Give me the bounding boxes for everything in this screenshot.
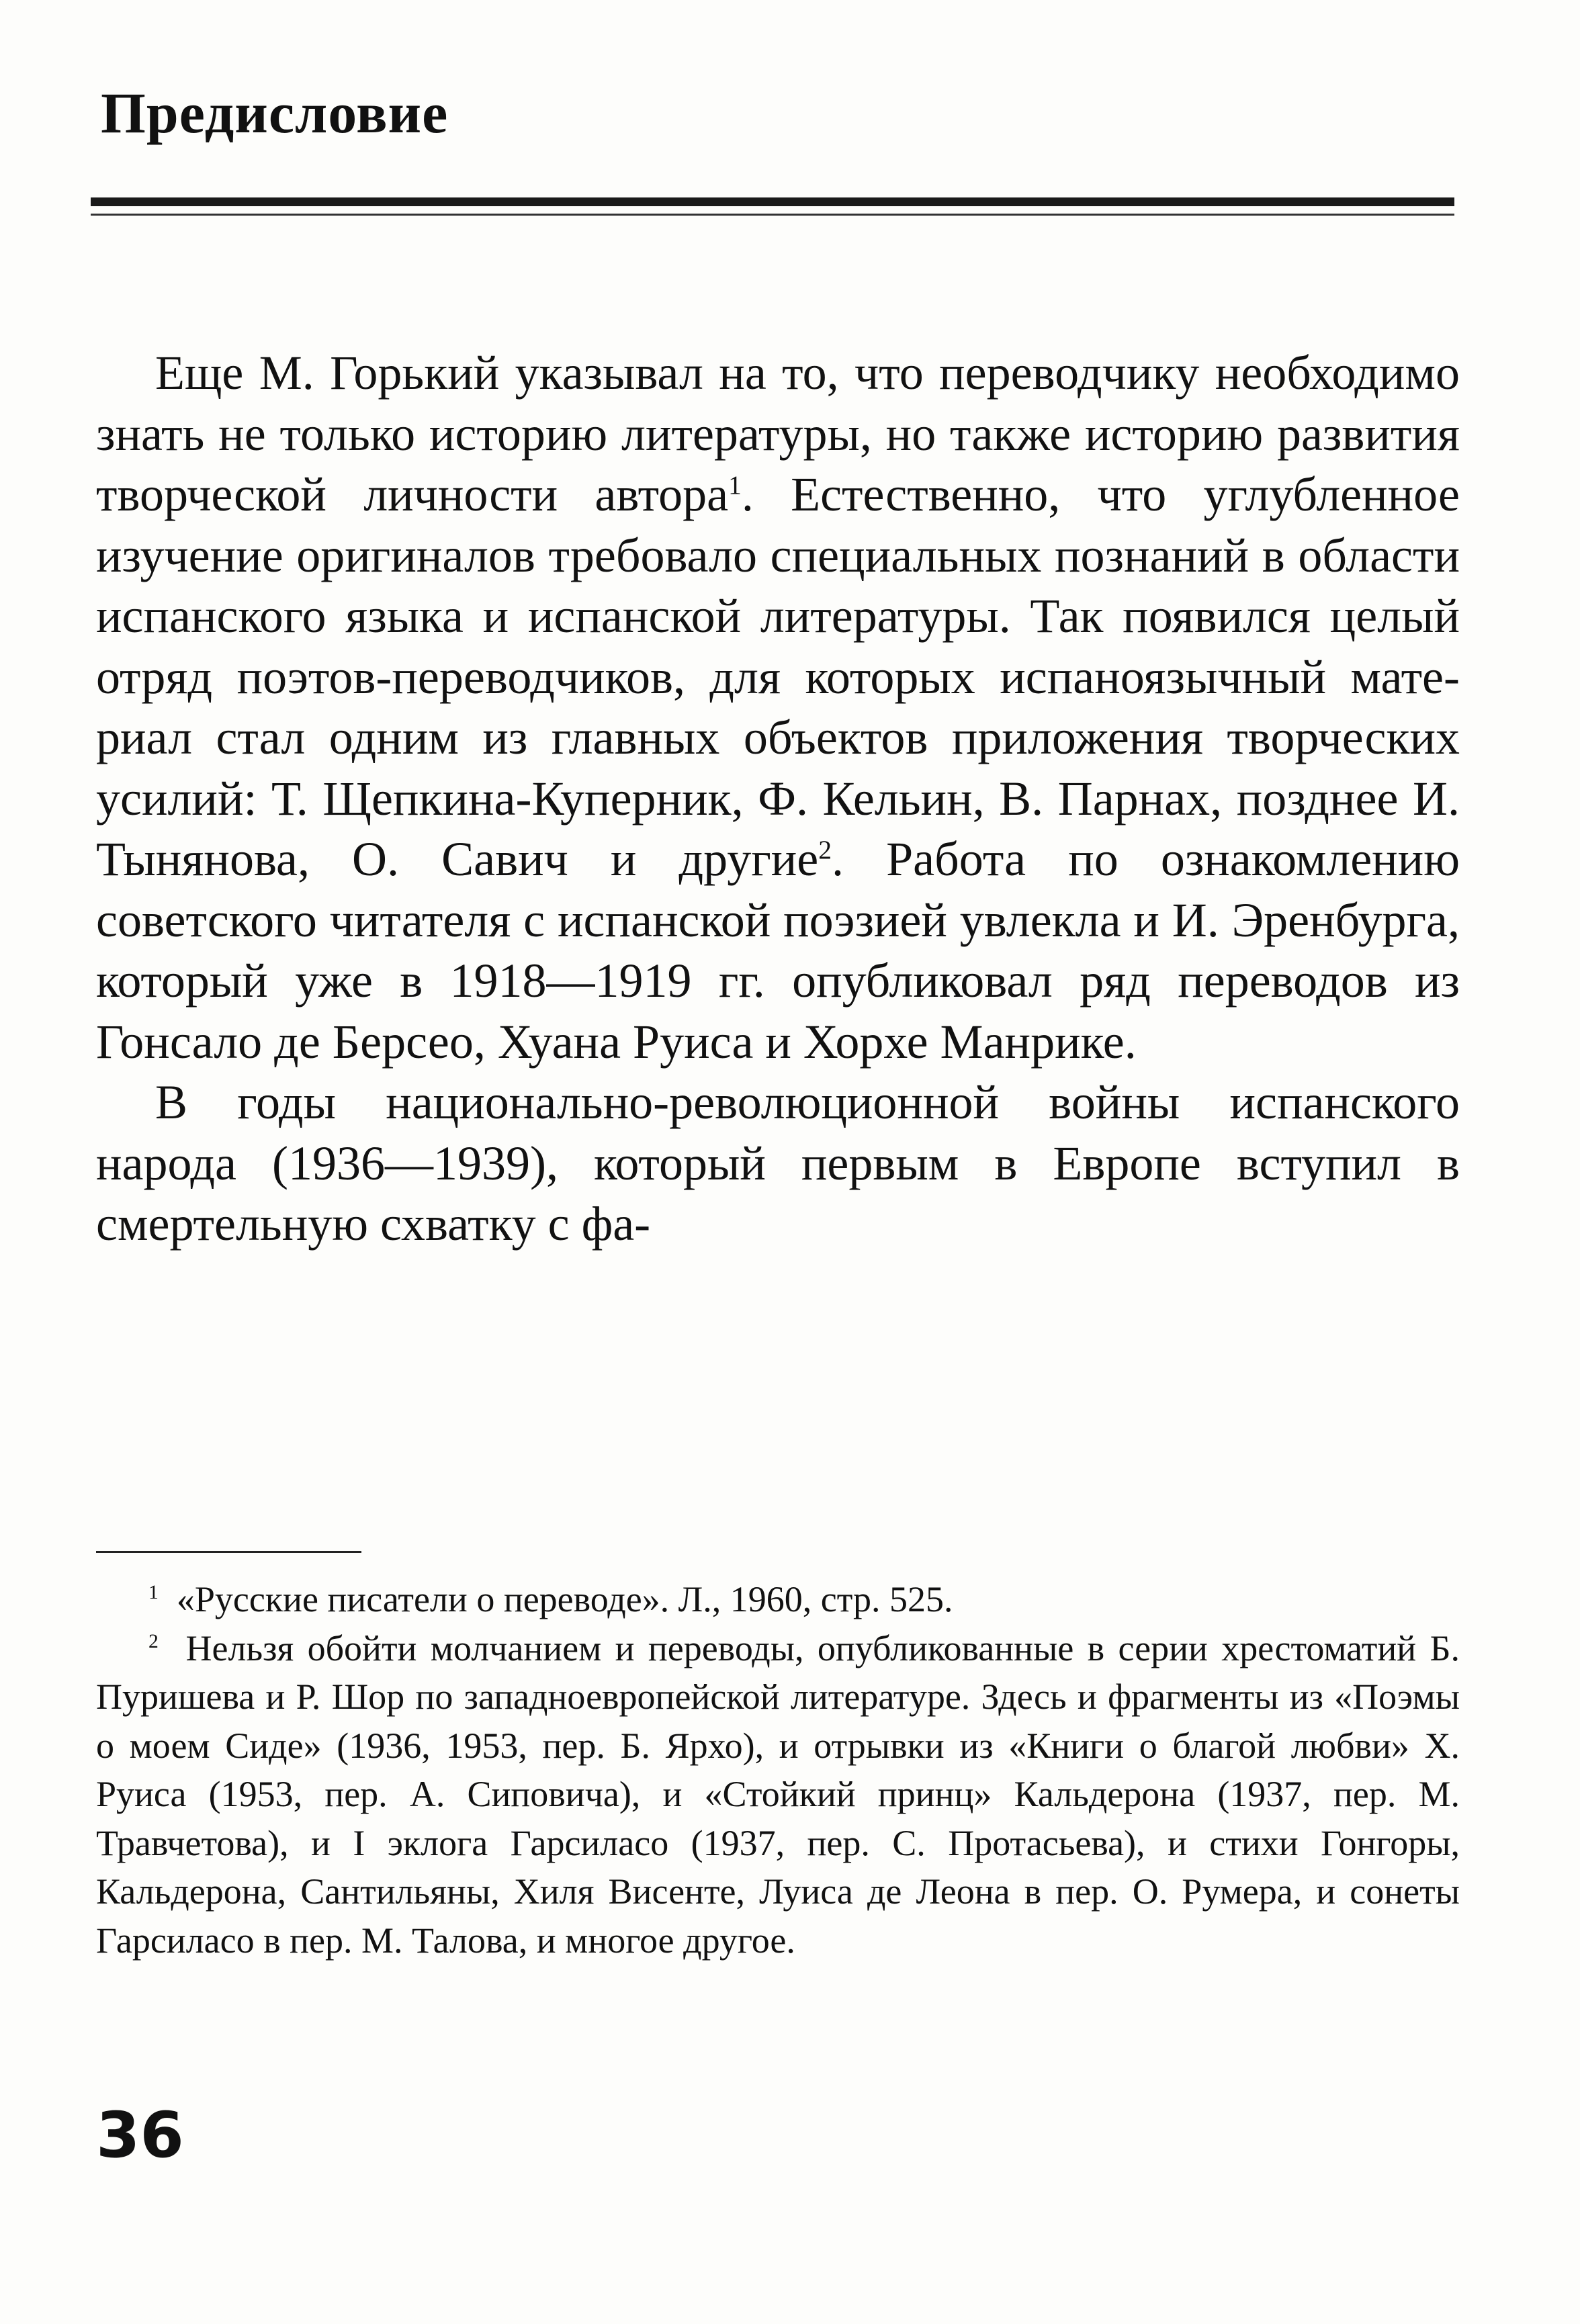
- paragraph-1: [96, 343, 1460, 1072]
- footnote-ref-1: 1: [728, 470, 742, 500]
- footnote-1: [96, 1575, 1460, 1624]
- footnote-ref-2: 2: [818, 835, 832, 864]
- paragraph-1-part-2: . Естественно, что углубленное изучение оригиналов требовало специальных познаний в области испанского языка и испанской литературы. Так появился целый отряд поэтов-переводчиков, для которых испаноязычный материал стал одним из главных объектов приложения творческих усилий: Т. Щепкина-Куперник, Ф. Кельин, В. Парнах, позднее И. Тынянова, О. Савич и другие: [96, 467, 1460, 886]
- header-rule-thin: [91, 214, 1454, 216]
- footnote-separator: [96, 1551, 361, 1553]
- main-text: [96, 343, 1460, 1255]
- footnote-2-mark: 2: [148, 1630, 159, 1652]
- running-header-title: Предисловие: [101, 81, 449, 145]
- footnote-1-mark: 1: [148, 1582, 159, 1603]
- page-number: 36: [96, 2099, 184, 2172]
- paragraph-1-part-3: . Работа по ознакомлению советского читателя с испанской поэзией увлекла и И. Эренбурга, который уже в 1918—1919 гг. опубликовал ряд переводов из Гонсало де Берсео, Хуана Руиса и Хорхе Манрике.: [96, 832, 1460, 1069]
- header-rule-thick: [91, 197, 1454, 206]
- paragraph-2: В годы национально-революционной войны испанского народа (1936—1939), который первым в Европе вступил в смертельную схватку с фа-: [96, 1075, 1460, 1251]
- footnote-2: [96, 1624, 1460, 1965]
- footnote-2-text: Нельзя обойти молчанием и переводы, опубликованные в серии хрестоматий Б. Пуришева и Р. Шор по западноевропейской литературе. Здесь и фрагменты из «Поэмы о моем Сиде» (1936, 1953, пер. Б. Ярхо), и отрывки из «Книги о благой любви» Х. Руиса (1953, пер. А. Сиповича), и «Стойкий принц» Кальдерона (1937, пер. М. Травчетова), и I эклога Гарсиласо (1937, пер. С. Протасьева), и стихи Гонгоры, Кальдерона, Сантильяны, Хиля Висенте, Луиса де Леона в пер. О. Румера, и сонеты Гарсиласо в пер. М. Талова, и многое другое.: [96, 1627, 1460, 1961]
- footnote-1-text: «Русские писатели о переводе». Л., 1960, стр. 525.: [176, 1579, 953, 1619]
- paragraph-1-part-1: Еще М. Горький указывал на то, что переводчику необходимо знать не только историю литературы, но также историю развития творческой личности автора: [96, 346, 1460, 521]
- footnotes: [96, 1575, 1460, 1965]
